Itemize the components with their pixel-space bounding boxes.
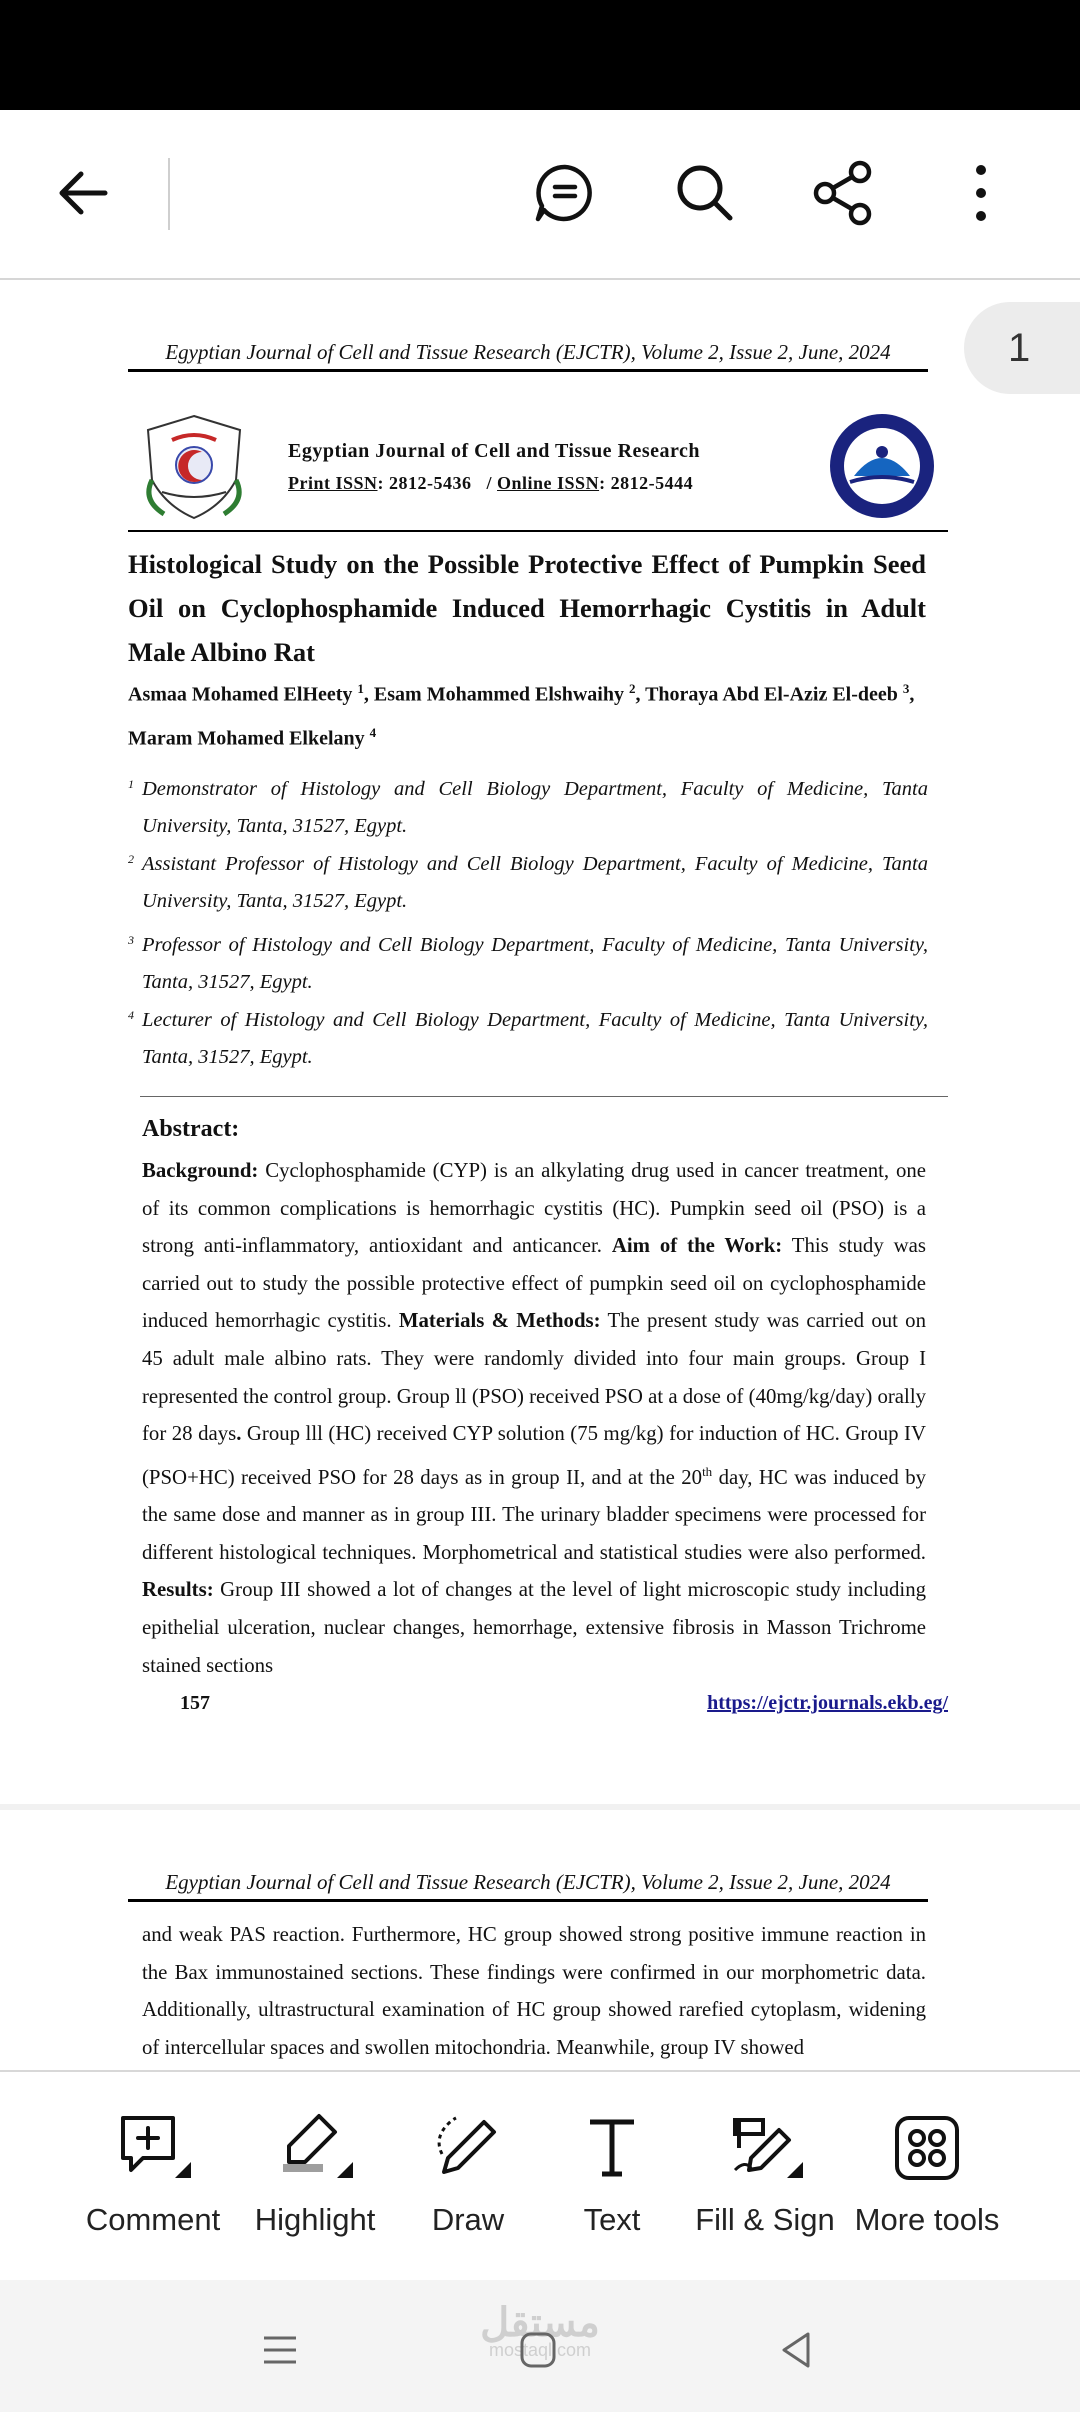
background-text: Cyclophosphamide (CYP) is an alkylating drug used in cancer treatment, one of its common complications is hemorrhagic cystitis (HC). Pumpkin seed oil (PSO) is a strong anti-inflammatory, antioxidant and anticancer. — [142, 1159, 926, 1258]
comment-tool-label: Comment — [85, 2202, 221, 2237]
home-button-icon[interactable] — [508, 2320, 568, 2380]
pdf-page-2[interactable] — [0, 1810, 1080, 2070]
watermark-latin: mostaql.com — [488, 2340, 592, 2360]
toolbar-divider — [168, 158, 170, 230]
abstract-body — [142, 1152, 926, 1684]
article-title: Histological Study on the Possible Protective Effect of Pumpkin Seed Oil on Cyclophosphamide Induced Hemorrhagic Cystitis in Adult Male Albino Rat — [128, 549, 926, 667]
highlight-tool[interactable] — [230, 2108, 400, 2238]
methods-sup: th — [702, 1463, 713, 1479]
journal-link[interactable]: https://ejctr.journals.ekb.eg/ — [707, 1692, 948, 1714]
online-issn-value: : 2812-5444 — [599, 473, 694, 493]
results-label: Results: — [142, 1578, 214, 1602]
comment-add-icon — [113, 2108, 193, 2188]
results-text: Group III showed a lot of changes at the level of light microscopic study including epithelial ulceration, nuclear changes, hemorrhage, extensive fibrosis in Masson Trichrome stained sections — [142, 1578, 926, 1677]
search-icon[interactable] — [660, 148, 750, 238]
more-tools-label: More tools — [854, 2202, 1000, 2237]
highlighter-icon — [275, 2108, 355, 2188]
watermark-arabic: مستقل — [480, 2301, 600, 2345]
methods-dot: . — [236, 1422, 242, 1446]
section-divider — [140, 1096, 948, 1097]
journal-header-page-2: Egyptian Journal of Cell and Tissue Research (EJCTR), Volume 2, Issue 2, June, 2024 — [128, 1870, 928, 1902]
affiliation-1 — [128, 768, 928, 845]
journal-logo — [132, 410, 256, 522]
system-navigation-bar — [0, 2280, 1080, 2412]
page-indicator[interactable]: 1 — [964, 302, 1080, 394]
aim-text: This study was carried out to study the possible protective effect of pumpkin seed oil on cyclophosphamide induced hemorrhagic cystitis. — [142, 1234, 926, 1333]
affiliation-2-sup: 2 — [128, 852, 134, 866]
methods-label: Materials & Methods: — [398, 1309, 601, 1333]
back-arrow-icon[interactable] — [38, 148, 128, 238]
more-options-icon[interactable] — [936, 148, 1026, 238]
fill-sign-tool[interactable] — [680, 2108, 850, 2238]
background-label: Background: — [142, 1159, 259, 1182]
top-app-bar — [0, 110, 1080, 281]
affiliation-4 — [128, 999, 928, 1076]
author-affiliation-sup: 2 — [628, 681, 636, 696]
text-tool[interactable] — [527, 2108, 697, 2238]
share-icon[interactable] — [798, 148, 888, 238]
grid-apps-icon — [887, 2108, 967, 2188]
masthead-text — [288, 440, 788, 494]
author-name: Maram Mohamed Elkelany — [128, 727, 370, 750]
abstract-heading: Abstract: — [142, 1116, 240, 1142]
author-list — [128, 670, 926, 757]
page-number: 157 — [180, 1692, 210, 1714]
author-separator: , — [635, 683, 646, 706]
draw-tool-label: Draw — [431, 2202, 505, 2237]
highlight-tool-label: Highlight — [254, 2202, 376, 2237]
fill-sign-tool-label: Fill & Sign — [695, 2202, 835, 2237]
text-tool-label: Text — [583, 2202, 641, 2237]
author-affiliation-sup: 4 — [369, 724, 377, 740]
author-name: Thoraya Abd El-Aziz El-deeb — [645, 683, 903, 706]
text-t-icon — [572, 2108, 652, 2188]
affiliation-3-text: Professor of Histology and Cell Biology Department, Faculty of Medicine, Tanta University, Tanta, 31527, Egypt. — [142, 933, 928, 993]
university-logo — [820, 410, 944, 522]
issn-line — [288, 473, 788, 494]
affiliation-2 — [128, 843, 928, 920]
author-affiliation-sup: 1 — [357, 681, 364, 696]
recent-apps-icon[interactable] — [250, 2320, 310, 2380]
affiliation-1-text: Demonstrator of Histology and Cell Biology Department, Faculty of Medicine, Tanta University, Tanta, 31527, Egypt. — [142, 777, 928, 837]
affiliation-1-sup: 1 — [128, 777, 134, 791]
issn-separator: / — [486, 473, 498, 493]
methods-text-3: day, HC was induced by the same dose and manner as in group III. The urinary bladder specimens were processed for different histological techniques. Morphometrical and statistical studies were also performed. — [142, 1465, 926, 1564]
methods-text-2: Group lll (HC) received CYP solution (75 mg/kg) for induction of HC. Group IV (PSO+HC) received PSO for 28 days as in group II, and at the 20 — [142, 1422, 926, 1489]
methods-text-1: The present study was carried out on 45 adult male albino rats. They were randomly divided into four main groups. Group I represented the control group. Group ll (PSO) received PSO at a dose of (40mg/kg/day) orally for 28 days — [142, 1309, 926, 1446]
back-nav-icon[interactable] — [766, 2320, 826, 2380]
more-tools-button[interactable] — [842, 2108, 1012, 2238]
affiliation-3 — [128, 924, 928, 1001]
journal-header: Egyptian Journal of Cell and Tissue Research (EJCTR), Volume 2, Issue 2, June, 2024 — [128, 340, 928, 372]
journal-masthead — [128, 410, 948, 532]
print-issn-label: Print ISSN — [288, 473, 378, 493]
pencil-draw-icon — [428, 2108, 508, 2188]
author-separator: , — [363, 683, 374, 706]
online-issn-label: Online ISSN — [497, 473, 600, 493]
affiliation-2-text: Assistant Professor of Histology and Cell Biology Department, Faculty of Medicine, Tanta University, Tanta, 31527, Egypt. — [142, 852, 928, 912]
author-name: Asmaa Mohamed ElHeety — [128, 683, 358, 706]
page-2-body: and weak PAS reaction. Furthermore, HC group showed strong positive immune reaction in the Bax immunostained sections. These findings were confirmed in our morphometric data. Additionally, ultrastructural examination of HC group showed rarefied cytoplasm, widening of intercellular spaces and swollen mitochondria. Meanwhile, group IV showed — [142, 1923, 926, 2059]
comment-tool[interactable] — [68, 2108, 238, 2238]
affiliation-4-sup: 4 — [128, 1008, 134, 1022]
aim-label: Aim of the Work: — [611, 1234, 783, 1258]
masthead-title: Egyptian Journal of Cell and Tissue Research — [288, 440, 701, 462]
author-separator: , — [909, 683, 915, 706]
print-issn-value: : 2812-5436 — [377, 473, 472, 493]
comments-icon[interactable] — [520, 148, 610, 238]
pdf-page-1[interactable] — [0, 280, 1080, 1804]
tools-toolbar — [0, 2070, 1080, 2282]
affiliation-4-text: Lecturer of Histology and Cell Biology Department, Faculty of Medicine, Tanta University, Tanta, 31527, Egypt. — [142, 1008, 928, 1068]
author-name: Esam Mohammed Elshwaihy — [373, 683, 629, 706]
author-affiliation-sup: 3 — [902, 681, 910, 696]
fill-sign-icon — [725, 2108, 805, 2188]
status-bar — [0, 0, 1080, 110]
affiliation-3-sup: 3 — [128, 933, 134, 947]
